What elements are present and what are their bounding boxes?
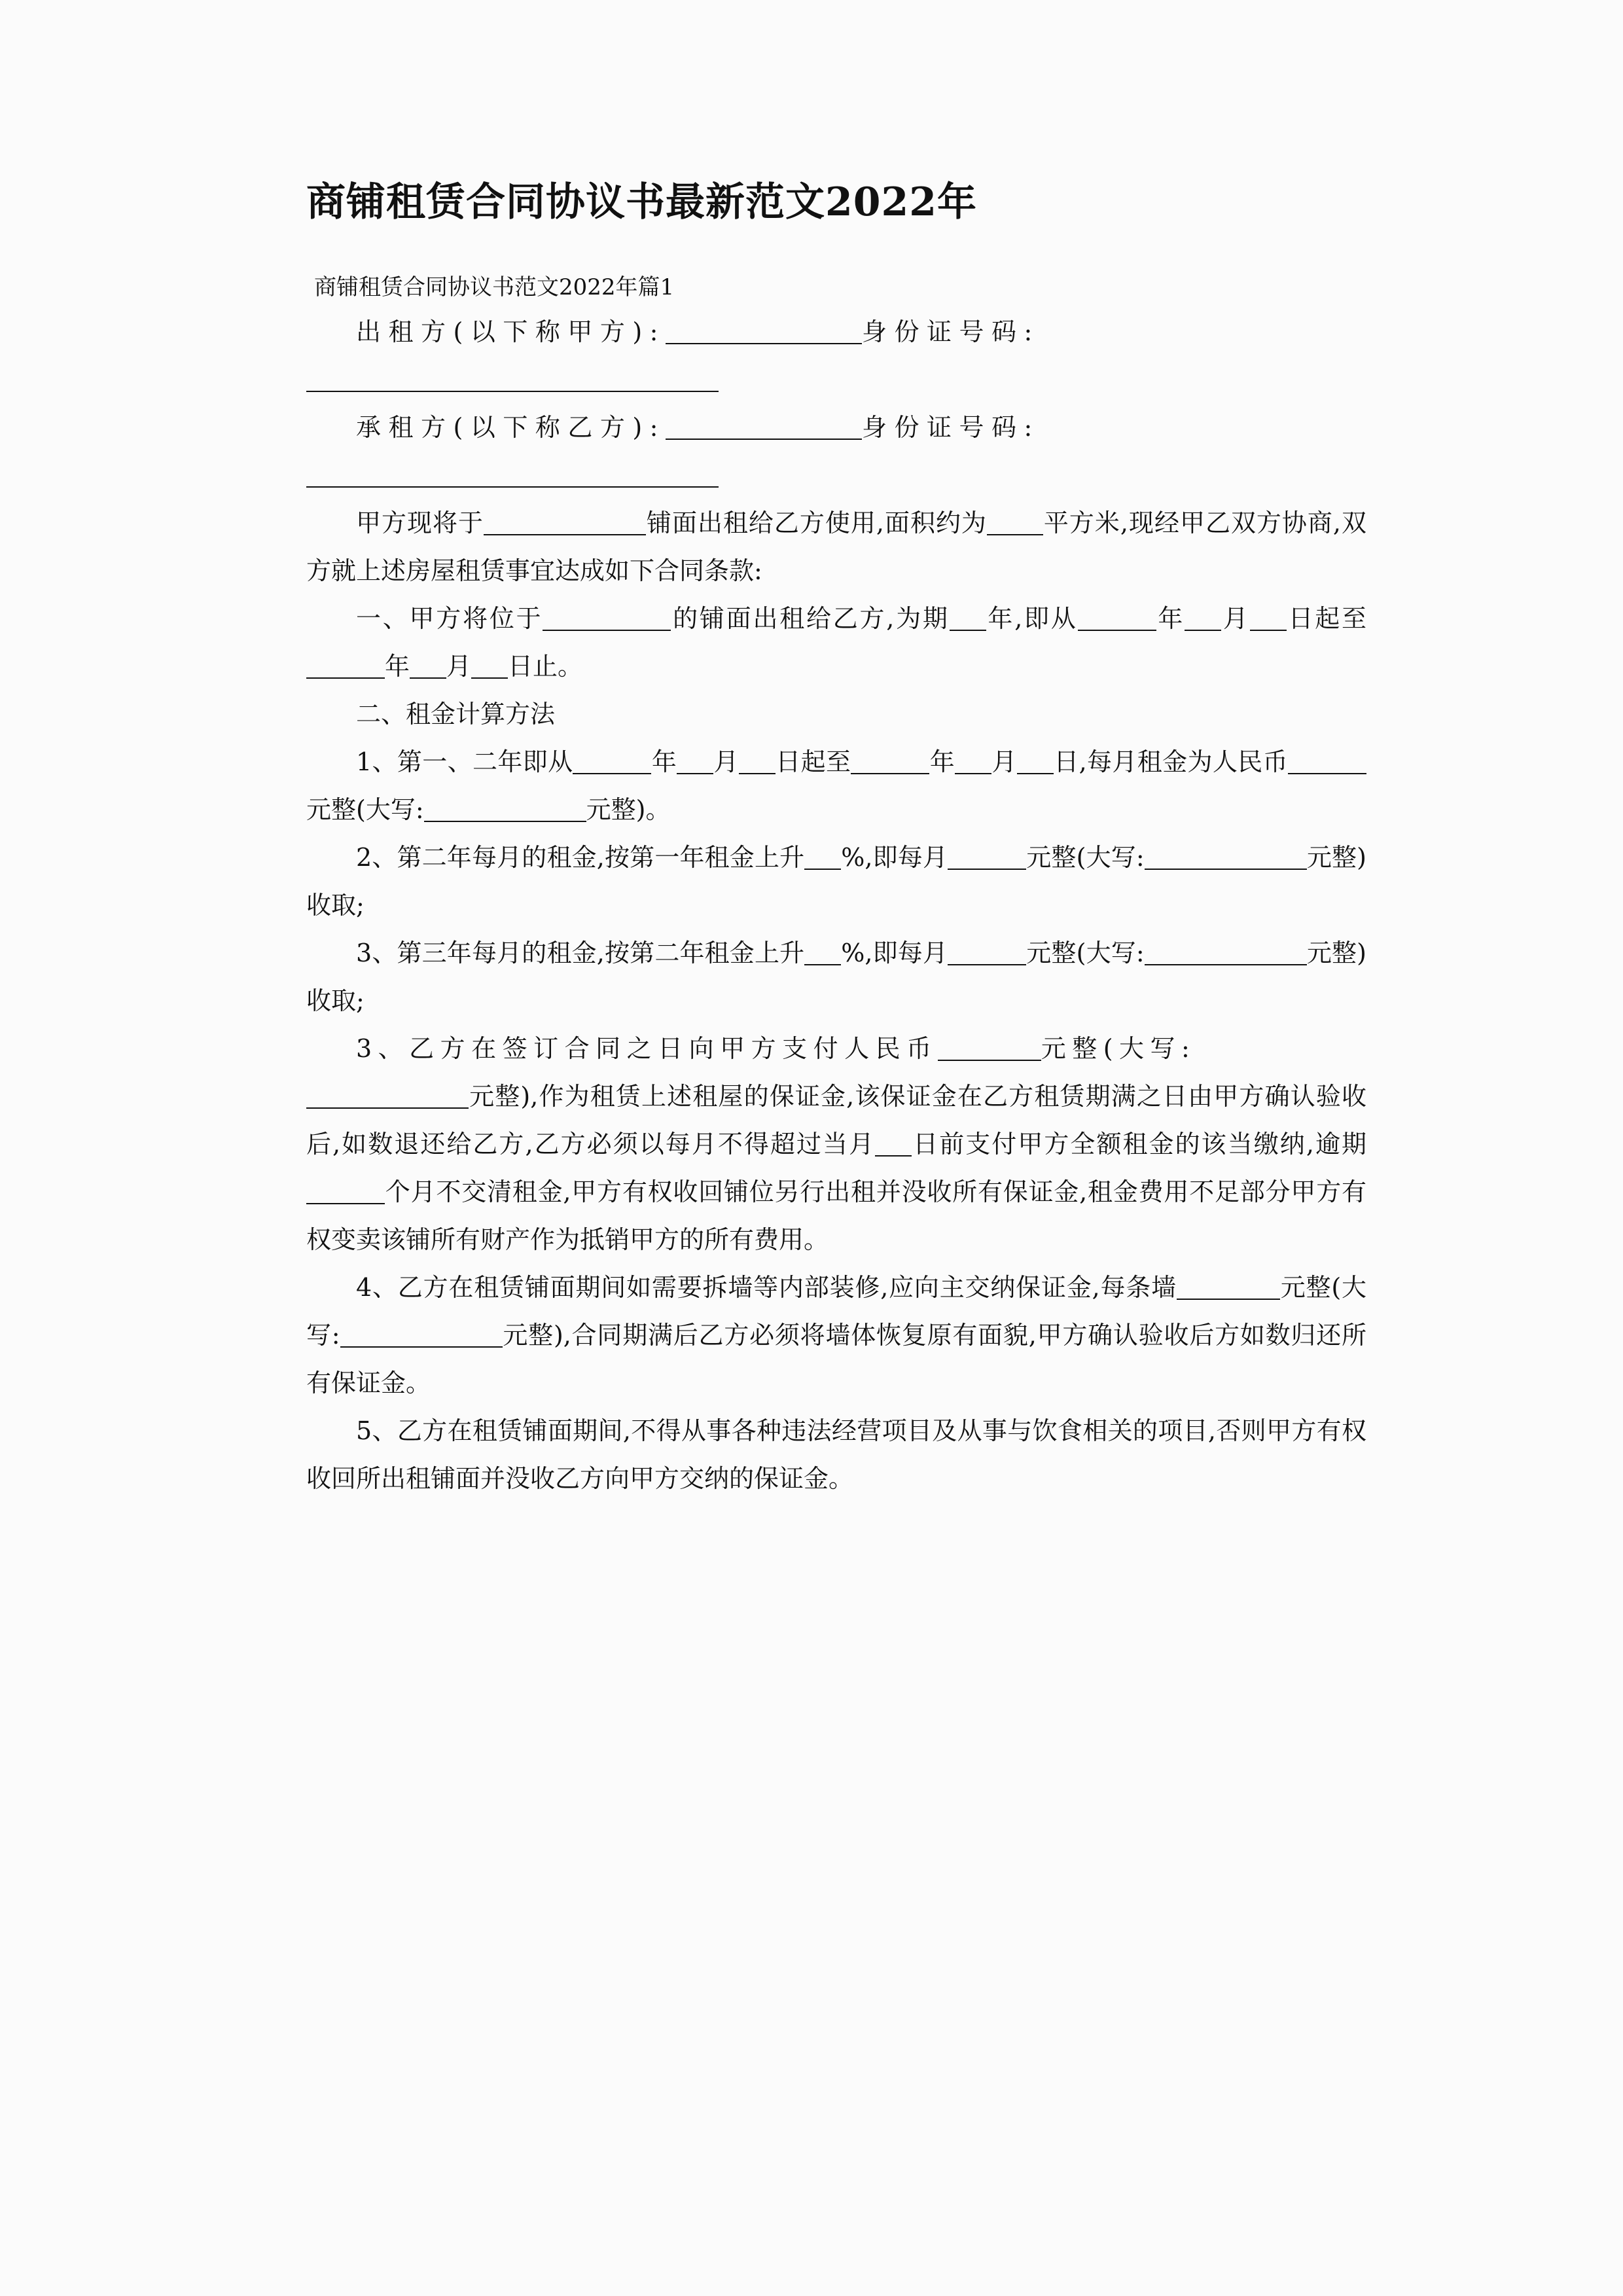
clause-2-3-seg2: %,即每月 (841, 939, 948, 967)
clause-2-1-seg6: 月 (991, 747, 1017, 776)
c22-amount-blank[interactable] (948, 846, 1026, 870)
clause-1-location-blank[interactable] (543, 607, 671, 631)
clause-1-seg9: 日止。 (508, 652, 583, 681)
preamble-seg1: 甲方现将于 (356, 509, 484, 537)
lessee-id-label: 身份证号码: (861, 413, 1040, 442)
clause-3-seg4: 日前支付甲方全额租金的该当缴纳,逾期 (912, 1130, 1366, 1158)
clause-4-paragraph (255, 1264, 1368, 1407)
clause-2-3-seg4: 元整)收取; (306, 939, 1367, 1015)
clause-2-1-seg3: 月 (713, 747, 739, 776)
clause-1-term-blank[interactable] (950, 607, 986, 631)
clause-1-seg5: 月 (1221, 604, 1250, 633)
clause-5-paragraph: 5、乙方在租赁铺面期间,不得从事各种违法经营项目及从事与饮食相关的项目,否则甲方有权收回所出租铺面并没收乙方向甲方交纳的保证金。 (306, 1416, 1366, 1493)
clause-1-end-year-blank[interactable] (306, 655, 385, 679)
clause-2-3-seg1: 3、第三年每月的租金,按第二年租金上升 (356, 939, 805, 967)
clause-1-seg3: 年,即从 (986, 604, 1078, 633)
lessee-label: 承租方(以下称乙方): (356, 413, 666, 442)
clause-1-seg8: 月 (446, 652, 472, 681)
deposit-due-day-blank[interactable] (875, 1133, 912, 1157)
clause-2-3-paragraph (255, 929, 1368, 1025)
premises-blank[interactable] (484, 512, 646, 535)
clause-2-3-seg3: 元整(大写: (1026, 939, 1145, 967)
clause-4-seg3: 元整),合同期满后乙方必须将墙体恢复原有面貌,甲方确认验收后方如数归还所有保证金。 (306, 1321, 1366, 1397)
lessee-id-blank-line (255, 452, 1368, 499)
clause-4-seg2: 元整(大写: (306, 1273, 1366, 1350)
c22-percent-blank[interactable] (804, 846, 841, 870)
clause-2-1-seg5: 年 (929, 747, 955, 776)
wall-deposit-words-blank[interactable] (340, 1324, 503, 1348)
page-title: 商铺租赁合同协议书最新范文2022年 (306, 179, 977, 225)
c21-start-day-blank[interactable] (739, 751, 776, 774)
wall-deposit-blank[interactable] (1177, 1276, 1280, 1300)
c21-start-year-blank[interactable] (573, 751, 651, 774)
clause-2-2-seg4: 元整)收取; (306, 843, 1367, 920)
c21-rent-blank[interactable] (1288, 751, 1366, 774)
clause-2-1-seg4: 日起至 (775, 747, 851, 776)
clause-3-seg3: 元整),作为租赁上述租屋的保证金,该保证金在乙方租赁期满之日由甲方确认验收后,如数退还给乙方,乙方必须以每月不得超过当月 (306, 1082, 1366, 1158)
deposit-amount-blank[interactable] (938, 1037, 1041, 1061)
lessor-id-label: 身份证号码: (861, 317, 1040, 346)
clause-2-heading: 二、租金计算方法 (356, 700, 556, 728)
clause-1-paragraph (255, 595, 1368, 691)
c23-amount-words-blank[interactable] (1145, 942, 1307, 965)
lessor-line (255, 308, 1368, 356)
area-blank[interactable] (987, 512, 1043, 535)
lessor-id-blank[interactable] (306, 368, 719, 392)
clause-2-1-seg1: 1、第一、二年即从 (356, 747, 573, 776)
clause-2-2-seg2: %,即每月 (841, 843, 948, 872)
clause-2-2-paragraph (255, 834, 1368, 929)
clause-2-2-seg1: 2、第二年每月的租金,按第一年租金上升 (356, 843, 805, 872)
lessee-id-blank[interactable] (306, 464, 719, 488)
preamble-paragraph (255, 499, 1368, 595)
document-body (255, 227, 1368, 1503)
clause-2-1-seg9: 元整)。 (586, 795, 671, 824)
c21-end-year-blank[interactable] (851, 751, 929, 774)
clause-2-1-seg8: 元整(大写: (306, 795, 424, 824)
lessee-line (255, 404, 1368, 452)
lessor-name-blank[interactable] (666, 321, 862, 344)
clause-1-seg1: 一、甲方将位于 (356, 604, 543, 633)
clause-1-start-day-blank[interactable] (1250, 607, 1287, 631)
c21-end-day-blank[interactable] (1017, 751, 1054, 774)
clause-2-2-seg3: 元整(大写: (1026, 843, 1145, 872)
clause-1-end-month-blank[interactable] (410, 655, 446, 679)
c21-start-month-blank[interactable] (677, 751, 713, 774)
preamble-seg2: 铺面出租给乙方使用,面积约为 (645, 509, 987, 537)
clause-3-deposit-rest (255, 1073, 1368, 1264)
clause-1-seg7: 年 (385, 652, 410, 681)
clause-2-1-seg2: 年 (651, 747, 677, 776)
c23-amount-blank[interactable] (948, 942, 1026, 965)
c22-amount-words-blank[interactable] (1145, 846, 1307, 870)
clause-1-start-month-blank[interactable] (1185, 607, 1221, 631)
c21-end-month-blank[interactable] (955, 751, 991, 774)
clause-1-end-day-blank[interactable] (471, 655, 508, 679)
c21-rent-words-blank[interactable] (424, 798, 586, 822)
c23-percent-blank[interactable] (804, 942, 841, 965)
lessee-name-blank[interactable] (666, 416, 862, 440)
clause-1-seg6: 日起至 (1286, 604, 1366, 633)
preamble-seg3: 平方米,现经甲乙双方协商,双方就上述房屋租赁事宜达成如下合同条款: (306, 509, 1366, 585)
clause-2-1-paragraph (255, 738, 1368, 834)
document-subtitle: 商铺租赁合同协议书范文2022年篇1 (314, 274, 675, 300)
clause-3-seg2: 元整(大写: (1041, 1034, 1196, 1063)
clause-2-1-seg7: 日,每月租金为人民币 (1053, 747, 1288, 776)
clause-1-seg4: 年 (1156, 604, 1185, 633)
clause-3-deposit-first-line (255, 1025, 1368, 1073)
clause-4-seg1: 4、乙方在租赁铺面期间如需要拆墙等内部装修,应向主交纳保证金,每条墙 (356, 1273, 1177, 1302)
lessor-label: 出租方(以下称甲方): (356, 317, 666, 346)
clause-1-start-year-blank[interactable] (1078, 607, 1156, 631)
lessor-id-blank-line (255, 356, 1368, 404)
clause-3-seg5: 个月不交清租金,甲方有权收回铺位另行出租并没收所有保证金,租金费用不足部分甲方有权变卖该铺所有财产作为抵销甲方的所有费用。 (306, 1177, 1366, 1254)
deposit-overdue-months-blank[interactable] (306, 1181, 385, 1204)
clause-3-seg1: 3、乙方在签订合同之日向甲方支付人民币 (356, 1034, 938, 1063)
document-content (255, 0, 1368, 1503)
deposit-amount-words-blank[interactable] (306, 1085, 469, 1109)
clause-1-seg2: 的铺面出租给乙方,为期 (671, 604, 950, 633)
